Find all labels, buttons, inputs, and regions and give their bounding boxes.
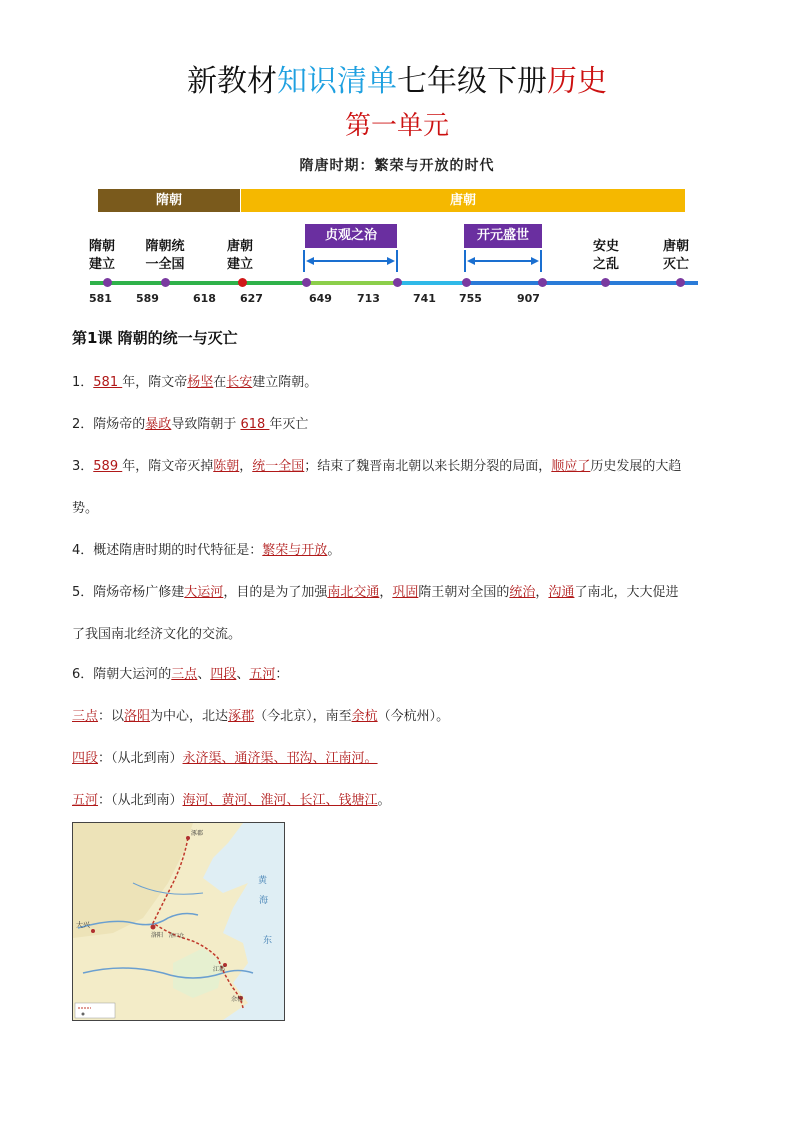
map-label: 黄 [258,876,268,886]
year-label: 713 [357,292,380,305]
period-arrows [300,246,550,274]
text-run: 在 [213,375,227,390]
timeline-dot [103,278,112,287]
item-number: 2． [72,417,94,432]
title-part-1: 新教材 [187,64,277,99]
key-term: 海河、黄河、淮河、长江、钱塘江 [182,793,378,808]
text-run: 、 [197,667,211,682]
lesson-paragraph [72,499,98,519]
text-run: 。 [377,793,391,808]
key-term: 陈朝 [213,459,240,474]
key-term: 589 [93,459,123,474]
lesson-paragraph [72,373,317,393]
item-number: 6． [72,667,94,682]
year-label: 649 [309,292,332,305]
grand-canal-map [72,822,285,1021]
event-line: 隋朝 [88,239,115,254]
year-label: 589 [136,292,159,305]
timeline-dot [462,278,471,287]
text-run: 隋炀帝杨广修建 [93,585,185,600]
timeline-segment [397,281,464,285]
key-term: 繁荣与开放 [262,543,328,558]
key-term: 暴政 [145,417,172,432]
unit-heading: 第一单元 [344,111,449,141]
key-term: 洛阳 [124,709,151,724]
key-term: 永济渠、通济渠、邗沟、江南河。 [182,751,378,766]
timeline-dot [238,278,247,287]
title-part-4: 历史 [547,64,607,99]
key-term: 涿郡 [228,709,255,724]
text-run: 概述隋唐时期的时代特征是： [93,543,263,558]
title-part-2: 知识清单 [277,64,397,99]
year-label: 618 [193,292,216,305]
map-label: 东 [263,936,273,946]
text-run: ：以 [98,709,125,724]
item-number: 5． [72,585,94,600]
text-run: ：（从北到南） [98,751,183,766]
event-tang-founded [220,238,260,274]
lesson-paragraph [72,665,288,685]
title-part-3: 七年级下册 [397,64,547,99]
event-line: 之乱 [592,257,619,272]
map-label: 洛阳 [151,932,164,939]
event-tang-fall [656,238,696,274]
event-line: 安史 [592,239,619,254]
text-run: 导致隋朝于 [171,417,241,432]
event-line: 建立 [226,257,253,272]
timeline-dot [601,278,610,287]
lesson-paragraph [72,583,678,603]
timeline-dot [538,278,547,287]
timeline-dot [302,278,311,287]
timeline-caption: 隋唐时期：繁荣与开放的时代 [299,158,495,174]
key-term: 大运河 [184,585,224,600]
event-sui-founded [82,238,122,274]
key-term: 五河 [72,793,99,808]
key-term: 三点 [72,709,99,724]
lesson-paragraph [72,457,681,477]
period-zhenguan: 贞观之治 [305,224,397,248]
key-term: 统一全国 [252,459,305,474]
key-term: 沟通 [548,585,575,600]
map-label: 涿郡 [191,830,204,837]
timeline-segment [464,281,698,285]
lesson-paragraph [72,749,378,769]
timeline-segment [305,281,397,285]
text-run: ， [535,585,549,600]
text-run: 年灭亡 [269,417,309,432]
year-label: 907 [517,292,540,305]
era-sui: 隋朝 [98,189,240,212]
event-line: 建立 [88,257,115,272]
lesson-paragraph [72,415,308,435]
text-run: 。 [327,543,341,558]
lesson-title: 第1课 隋朝的统一与灭亡 [72,329,238,347]
era-tang: 唐朝 [241,189,685,212]
document-title [0,60,794,104]
event-anshi [586,238,626,274]
key-term: 杨坚 [187,375,214,390]
map-label: 余杭 [231,996,244,1003]
timeline-dot [676,278,685,287]
timeline-dot [161,278,170,287]
text-run: 年，隋文帝 [122,375,188,390]
event-line: 灭亡 [662,257,689,272]
key-term: 618 [240,417,270,432]
key-term: 三点 [171,667,198,682]
key-term: 余杭 [351,709,378,724]
text-run: ；结束了魏晋南北朝以来长期分裂的局面， [304,459,552,474]
key-term: 顺应了 [551,459,591,474]
text-run: 了南北，大大促进 [574,585,679,600]
event-line: 隋朝统 [145,239,185,254]
event-line: 一全国 [145,257,185,272]
timeline-dot [393,278,402,287]
key-term: 统治 [509,585,536,600]
lesson-paragraph [72,541,340,561]
text-run: ： [275,667,289,682]
text-run: （今杭州）。 [377,709,450,724]
item-number: 1． [72,375,94,390]
key-term: 巩固 [392,585,419,600]
year-label: 627 [240,292,263,305]
year-label: 741 [413,292,436,305]
timeline-segment [90,281,305,285]
text-run: 历史发展的大趋 [590,459,682,474]
key-term: 581 [93,375,123,390]
key-term: 四段 [72,751,99,766]
text-run: 、 [236,667,250,682]
map-label: 江都 [213,966,226,973]
text-run: ，目的是为了加强 [223,585,328,600]
text-run: ：（从北到南） [98,793,183,808]
event-sui-unify [138,238,192,274]
text-run: 隋朝大运河的 [93,667,172,682]
event-line: 唐朝 [226,239,253,254]
text-run: （今北京），南至 [254,709,352,724]
map-label: 大兴 [76,921,90,929]
year-label: 755 [459,292,482,305]
text-run: ， [379,585,393,600]
item-number: 4． [72,543,94,558]
key-term: 南北交通 [327,585,380,600]
text-run: 势。 [72,501,99,516]
key-term: 四段 [210,667,237,682]
key-term: 长安 [226,375,253,390]
lesson-paragraph [72,791,391,811]
year-label: 581 [89,292,112,305]
map-label: 海 [259,896,269,906]
item-number: 3． [72,459,94,474]
text-run: ， [239,459,253,474]
lesson-paragraph [72,625,241,645]
lesson-paragraph [72,707,449,727]
event-line: 唐朝 [662,239,689,254]
period-kaiyuan: 开元盛世 [464,224,542,248]
text-run: 了我国南北经济文化的交流。 [72,627,242,642]
map-label: 洛口仓 [169,933,185,939]
key-term: 五河 [249,667,276,682]
text-run: 隋王朝对全国的 [418,585,510,600]
text-run: 隋炀帝的 [93,417,146,432]
text-run: 为中心，北达 [150,709,229,724]
text-run: 年，隋文帝灭掉 [122,459,214,474]
map-graphic [73,823,284,1020]
text-run: 建立隋朝。 [252,375,318,390]
